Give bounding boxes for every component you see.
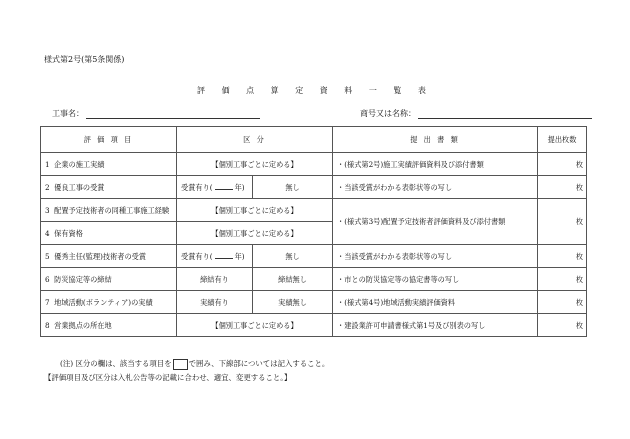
award-none-cell: 無し (253, 176, 333, 199)
row-category: 【個別工事ごとに定める】 (177, 199, 333, 222)
row-item: 企業の施工実績 (54, 159, 105, 169)
award-none-cell: 無し (253, 245, 333, 268)
row-count: 枚 (538, 291, 587, 314)
company-name-blank (418, 109, 592, 119)
table-row: 7 地域活動(ボランティア)の実績 実績有り 実績無し ・(様式第4号)地域活動実績評価資料 枚 (41, 291, 587, 314)
row-item: 保有資格 (54, 228, 83, 238)
row-count: 枚 (538, 245, 587, 268)
table-header-row (41, 127, 587, 153)
document-title: 評 価 点 算 定 資 料 一 覧 表 (197, 86, 433, 95)
table-row: 3 配置予定技術者の同種工事施工経験 【個別工事ごとに定める】 ・(様式第3号)配置予定技術者評価資料及び添付書類 枚 (41, 199, 587, 222)
header-category: 区 分 (177, 127, 333, 153)
option-none-cell: 実績無し (253, 291, 333, 314)
table-row: 4 保有資格 【個別工事ごとに定める】 (41, 222, 587, 245)
row-count: 枚 (538, 153, 587, 176)
option-yes-cell: 締結有り (177, 268, 253, 291)
row-count: 枚 (538, 176, 587, 199)
row-item: 優良工事の受賞 (54, 182, 105, 192)
row-item: 営業拠点の所在地 (54, 320, 112, 330)
company-name-field (360, 108, 592, 119)
award-yes-cell: 受賞有り( 年) (177, 176, 253, 199)
header-item: 評 価 項 目 (41, 127, 177, 153)
row-item: 優秀主任(監理)技術者の受賞 (54, 251, 147, 261)
table-row: 6 防災協定等の締結 締結有り 締結無し ・市との防災協定等の協定書等の写し 枚 (41, 268, 587, 291)
table-row: 5 優秀主任(監理)技術者の受賞 受賞有り( 年) 無し ・当該受賞がわかる表彰状等の写し 枚 (41, 245, 587, 268)
award-yes-cell: 受賞有り( 年) (177, 245, 253, 268)
row-documents: ・建設業許可申請書様式第1号及び別表の写し (333, 314, 538, 337)
row-documents: ・市との防災協定等の協定書等の写し (333, 268, 538, 291)
project-name-blank (86, 109, 260, 119)
row-category: 【個別工事ごとに定める】 (177, 222, 333, 245)
header-documents: 提 出 書 類 (333, 127, 538, 153)
row-documents: ・(様式第4号)地域活動実績評価資料 (333, 291, 538, 314)
row-documents: ・(様式第2号)施工実績評価資料及び添付書類 (333, 153, 538, 176)
table-row: 2 優良工事の受賞 受賞有り( 年) 無し ・当該受賞がわかる表彰状等の写し 枚 (41, 176, 587, 199)
row-item: 防災協定等の締結 (54, 274, 112, 284)
table-row: 8 営業拠点の所在地 【個別工事ごとに定める】 ・建設業許可申請書様式第1号及び別表の写し 枚 (41, 314, 587, 337)
form-number: 様式第2号(第5条関係) (44, 55, 125, 64)
enclosure-box-sample (173, 359, 188, 370)
row-documents: ・当該受賞がわかる表彰状等の写し (333, 176, 538, 199)
company-name-label: 商号又は名称： (360, 109, 416, 118)
note-2: 【評価項目及び区分は入札公告等の記載に合わせ、適宜、変更すること。】 (44, 373, 292, 382)
evaluation-table (40, 126, 587, 337)
project-name-field (52, 108, 260, 119)
option-yes-cell: 実績有り (177, 291, 253, 314)
row-item: 配置予定技術者の同種工事施工経験 (54, 205, 170, 215)
row-count: 枚 (538, 314, 587, 337)
row-category: 【個別工事ごとに定める】 (177, 314, 333, 337)
row-documents: ・(様式第3号)配置予定技術者評価資料及び添付書類 (333, 199, 538, 245)
option-none-cell: 締結無し (253, 268, 333, 291)
row-count: 枚 (538, 199, 587, 245)
row-documents: ・当該受賞がわかる表彰状等の写し (333, 245, 538, 268)
row-category: 【個別工事ごとに定める】 (177, 153, 333, 176)
table-row: 1 企業の施工実績 【個別工事ごとに定める】 ・(様式第2号)施工実績評価資料及び添付書類 枚 (41, 153, 587, 176)
row-count: 枚 (538, 268, 587, 291)
row-item: 地域活動(ボランティア)の実績 (54, 297, 153, 307)
note-1: (注) 区分の欄は、該当する項目を で囲み、下線部については記入すること。 (60, 359, 330, 368)
header-count: 提出枚数 (538, 127, 587, 153)
project-name-label: 工事名： (52, 109, 84, 118)
